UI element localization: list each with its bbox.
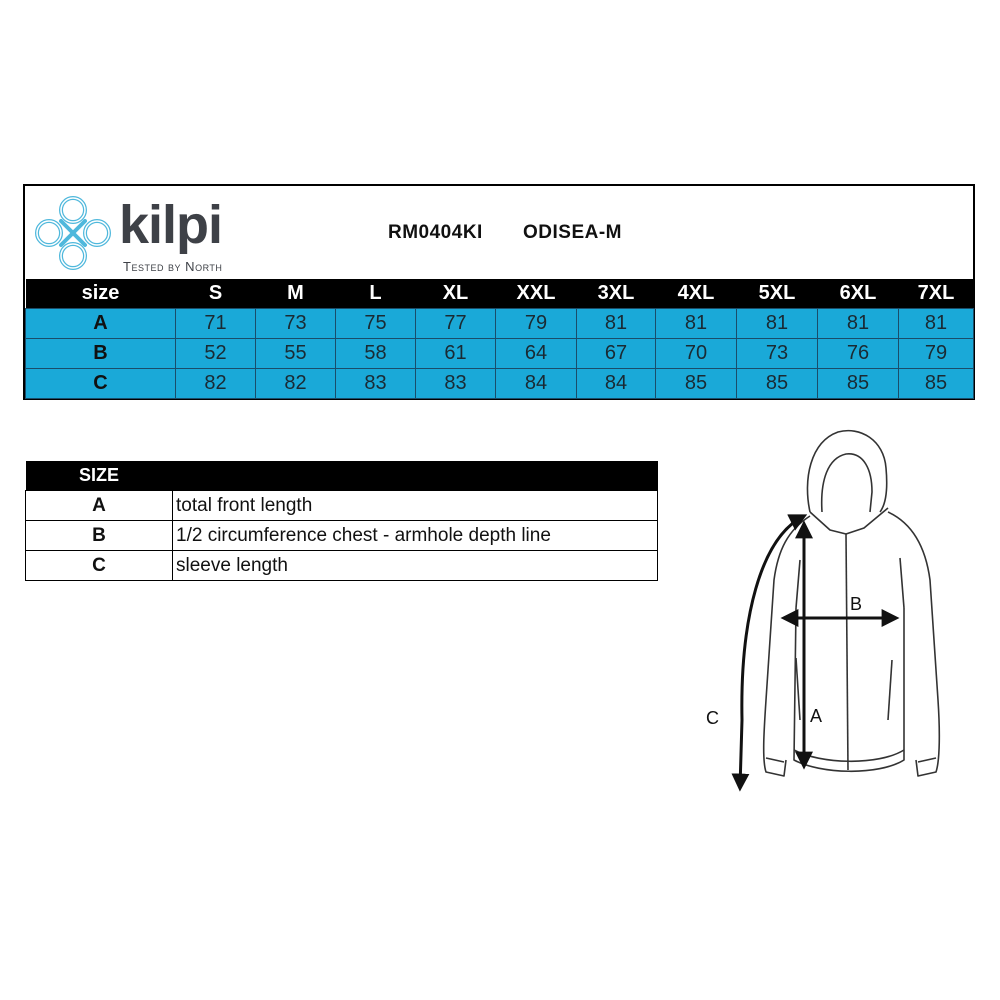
legend-header-blank	[173, 461, 658, 491]
legend-description: sleeve length	[173, 551, 658, 581]
dimension-a-label: A	[810, 706, 823, 726]
measurement-cell: 52	[176, 338, 256, 368]
size-header-row	[26, 279, 974, 308]
size-chart	[23, 184, 975, 400]
size-heading: L	[336, 279, 416, 308]
measurement-cell: 64	[496, 338, 577, 368]
size-heading: 7XL	[899, 279, 974, 308]
brand-logo	[31, 192, 271, 274]
measurement-row-a	[26, 308, 974, 338]
measurement-cell: 79	[496, 308, 577, 338]
size-heading: 6XL	[818, 279, 899, 308]
measurement-cell: 85	[656, 368, 737, 398]
measurement-legend	[25, 461, 658, 581]
measurement-cell: 55	[256, 338, 336, 368]
legend-header-row	[26, 461, 658, 491]
size-table	[25, 279, 974, 399]
row-label: B	[26, 338, 176, 368]
measurement-cell: 77	[416, 308, 496, 338]
measurement-cell: 58	[336, 338, 416, 368]
brand-tagline: Tested by North	[123, 259, 223, 274]
legend-row	[26, 521, 658, 551]
product-name: ODISEA-M	[523, 222, 622, 243]
size-heading: XXL	[496, 279, 577, 308]
measurement-cell: 85	[737, 368, 818, 398]
product-code: RM0404KI	[388, 222, 483, 243]
measurement-cell: 73	[256, 308, 336, 338]
size-header-label: size	[26, 279, 176, 308]
size-heading: M	[256, 279, 336, 308]
jacket-diagram	[700, 420, 950, 810]
measurement-cell: 82	[176, 368, 256, 398]
measurement-cell: 70	[656, 338, 737, 368]
size-heading: 5XL	[737, 279, 818, 308]
size-heading: S	[176, 279, 256, 308]
measurement-cell: 81	[577, 308, 656, 338]
size-heading: 4XL	[656, 279, 737, 308]
measurement-row-b	[26, 338, 974, 368]
measurement-cell: 84	[496, 368, 577, 398]
legend-row	[26, 551, 658, 581]
chart-header	[25, 186, 973, 279]
measurement-cell: 71	[176, 308, 256, 338]
measurement-cell: 83	[336, 368, 416, 398]
row-label: A	[26, 308, 176, 338]
measurement-cell: 85	[818, 368, 899, 398]
measurement-cell: 79	[899, 338, 974, 368]
legend-row	[26, 491, 658, 521]
measurement-cell: 73	[737, 338, 818, 368]
measurement-cell: 82	[256, 368, 336, 398]
measurement-cell: 76	[818, 338, 899, 368]
measurement-cell: 81	[818, 308, 899, 338]
measurement-cell: 81	[737, 308, 818, 338]
knot-logo-icon	[31, 192, 115, 274]
measurement-cell: 85	[899, 368, 974, 398]
measurement-cell: 83	[416, 368, 496, 398]
legend-letter: C	[26, 551, 173, 581]
legend-description: 1/2 circumference chest - armhole depth line	[173, 521, 658, 551]
measurement-cell: 81	[656, 308, 737, 338]
legend-letter: B	[26, 521, 173, 551]
measurement-cell: 84	[577, 368, 656, 398]
measurement-cell: 61	[416, 338, 496, 368]
brand-name: kilpi	[119, 195, 223, 255]
size-heading: XL	[416, 279, 496, 308]
legend-letter: A	[26, 491, 173, 521]
measurement-cell: 75	[336, 308, 416, 338]
measurement-cell: 67	[577, 338, 656, 368]
row-label: C	[26, 368, 176, 398]
dimension-c-label: C	[706, 708, 719, 728]
legend-header: SIZE	[26, 461, 173, 491]
dimension-b-label: B	[850, 594, 863, 614]
measurement-row-c	[26, 368, 974, 398]
size-heading: 3XL	[577, 279, 656, 308]
legend-description: total front length	[173, 491, 658, 521]
measurement-cell: 81	[899, 308, 974, 338]
